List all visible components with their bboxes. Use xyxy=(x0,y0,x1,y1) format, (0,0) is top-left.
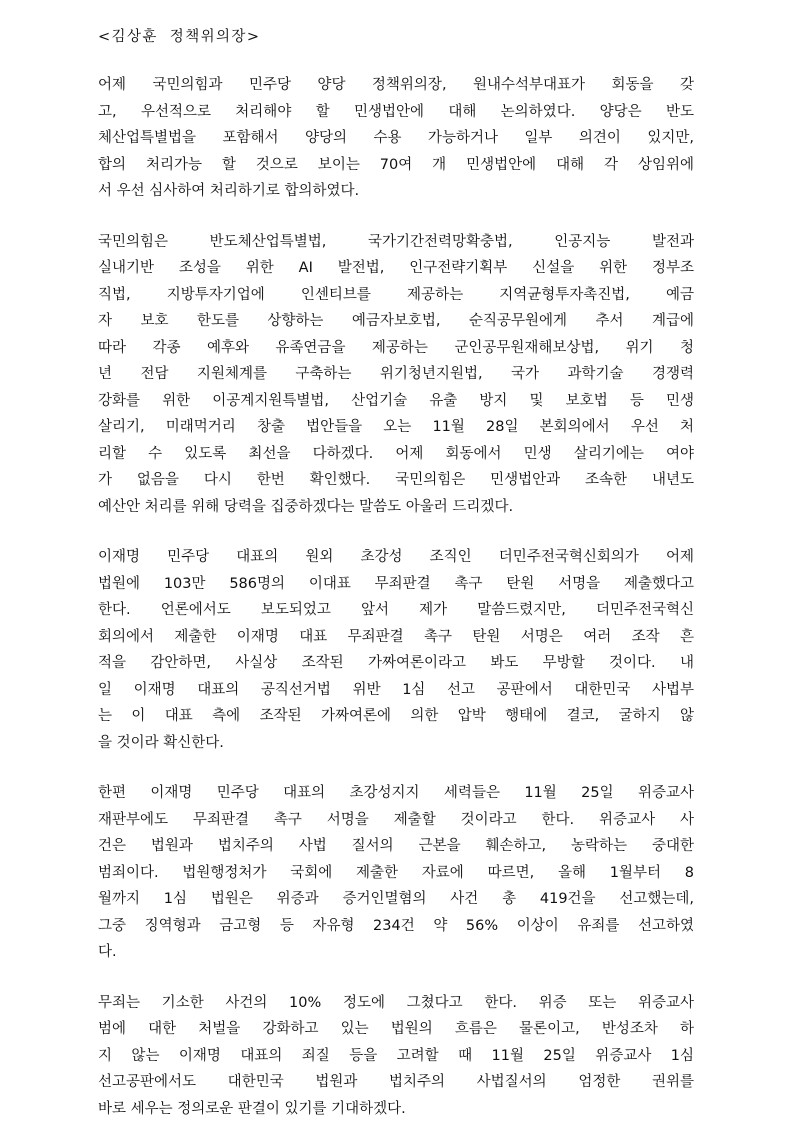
paragraph-2 xyxy=(98,229,694,521)
paragraph-line: 범죄이다. 법원행정처가 국회에 제출한 자료에 따르면, 올해 1월부터 8 xyxy=(98,864,694,881)
paragraph-line: 직법, 지방투자기업에 인센티브를 제공하는 지역균형투자촉진법, 예금 xyxy=(98,286,694,303)
paragraph-line: 서 우선 심사하여 처리하기로 합의하였다. xyxy=(98,183,360,199)
paragraph-line: 일 이재명 대표의 공직선거법 위반 1심 선고 공판에서 대한민국 사법부 xyxy=(98,681,694,698)
paragraph-5 xyxy=(98,990,694,1123)
paragraph-line: 그중 징역형과 금고형 등 자유형 234건 약 56% 이상이 유죄를 선고하였 xyxy=(98,917,694,934)
paragraph-line: 한다. 언론에서도 보도되었고 앞서 제가 말씀드렸지만, 더민주전국혁신 xyxy=(98,602,694,618)
paragraph-line: 회의에서 제출한 이재명 대표 무죄판결 촉구 탄원 서명은 여러 조작 흔 xyxy=(98,628,694,645)
paragraph-line: 년 전담 지원체계를 구축하는 위기청년지원법, 국가 과학기술 경쟁력 xyxy=(98,366,694,382)
document-body xyxy=(98,72,694,1122)
paragraph-line: 어제 국민의힘과 민주당 양당 정책위의장, 원내수석부대표가 회동을 갖 xyxy=(98,77,694,93)
paragraph-line: 월까지 1심 법원은 위증과 증거인멸혐의 사건 총 419건을 선고했는데, xyxy=(98,891,694,907)
paragraph-line: 살리기, 미래먹거리 창출 법안들을 오는 11월 28일 본회의에서 우선 처 xyxy=(98,419,694,435)
paragraph-line: 다. xyxy=(98,944,117,960)
paragraph-line: 실내기반 조성을 위한 AI 발전법, 인구전략기획부 신설을 위한 정부조 xyxy=(98,260,694,276)
paragraph-line: 체산업특별법을 포함해서 양당의 수용 가능하거나 일부 의견이 있지만, xyxy=(98,130,694,146)
document-page xyxy=(98,26,694,1146)
paragraph-line: 건은 법원과 법치주의 사법 질서의 근본을 훼손하고, 농락하는 중대한 xyxy=(98,838,694,854)
paragraph-line: 는 이 대표 측에 조작된 가짜여론에 의한 압박 행태에 결코, 굴하지 않 xyxy=(98,708,694,724)
paragraph-line: 따라 각종 예후와 유족연금을 제공하는 군인공무원재해보상법, 위기 청 xyxy=(98,339,694,356)
paragraph-4 xyxy=(98,780,694,966)
paragraph-line: 국민의힘은 반도체산업특별법, 국가기간전력망확충법, 인공지능 발전과 xyxy=(98,233,694,250)
paragraph-line: 이재명 민주당 대표의 원외 초강성 조직인 더민주전국혁신회의가 어제 xyxy=(98,549,694,565)
paragraph-line: 강화를 위한 이공계지원특별법, 산업기술 유출 방지 및 보호법 등 민생 xyxy=(98,392,694,409)
paragraph-line: 합의 처리가능 할 것으로 보이는 70여 개 민생법안에 대해 각 상임위에 xyxy=(98,156,694,173)
paragraph-line: 가 없음을 다시 한번 확인했다. 국민의힘은 민생법안과 조속한 내년도 xyxy=(98,472,694,488)
paragraph-line: 예산안 처리를 위해 당력을 집중하겠다는 말씀도 아울러 드리겠다. xyxy=(98,498,514,515)
paragraph-1 xyxy=(98,72,694,205)
speaker-heading: <김상훈 정책위의장> xyxy=(98,29,261,45)
paragraph-line: 재판부에도 무죄판결 촉구 서명을 제출할 것이라고 한다. 위증교사 사 xyxy=(98,811,694,828)
paragraph-line: 을 것이라 확신한다. xyxy=(98,734,224,751)
paragraph-line: 고, 우선적으로 처리해야 할 민생법안에 대해 논의하였다. 양당은 반도 xyxy=(98,103,694,120)
paragraph-line: 자 보호 한도를 상향하는 예금자보호법, 순직공무원에게 추서 계급에 xyxy=(98,313,694,329)
paragraph-line: 바로 세우는 정의로운 판결이 있기를 기대하겠다. xyxy=(98,1100,406,1117)
paragraph-line: 무죄는 기소한 사건의 10% 정도에 그쳤다고 한다. 위증 또는 위증교사 xyxy=(98,994,694,1011)
paragraph-line: 법원에 103만 586명의 이대표 무죄판결 촉구 탄원 서명을 제출했다고 xyxy=(98,575,694,592)
paragraph-line: 지 않는 이재명 대표의 죄질 등을 고려할 때 11월 25일 위증교사 1심 xyxy=(98,1047,694,1064)
paragraph-line: 한편 이재명 민주당 대표의 초강성지지 세력들은 11월 25일 위증교사 xyxy=(98,785,694,801)
paragraph-line: 범에 대한 처벌을 강화하고 있는 법원의 흐름은 물론이고, 반성조차 하 xyxy=(98,1021,694,1037)
paragraph-line: 리할 수 있도록 최선을 다하겠다. 어제 회동에서 민생 살리기에는 여야 xyxy=(98,445,694,462)
paragraph-3 xyxy=(98,544,694,756)
paragraph-line: 적을 감안하면, 사실상 조작된 가짜여론이라고 봐도 무방할 것이다. 내 xyxy=(98,655,694,671)
paragraph-line: 선고공판에서도 대한민국 법원과 법치주의 사법질서의 엄정한 권위를 xyxy=(98,1074,694,1090)
